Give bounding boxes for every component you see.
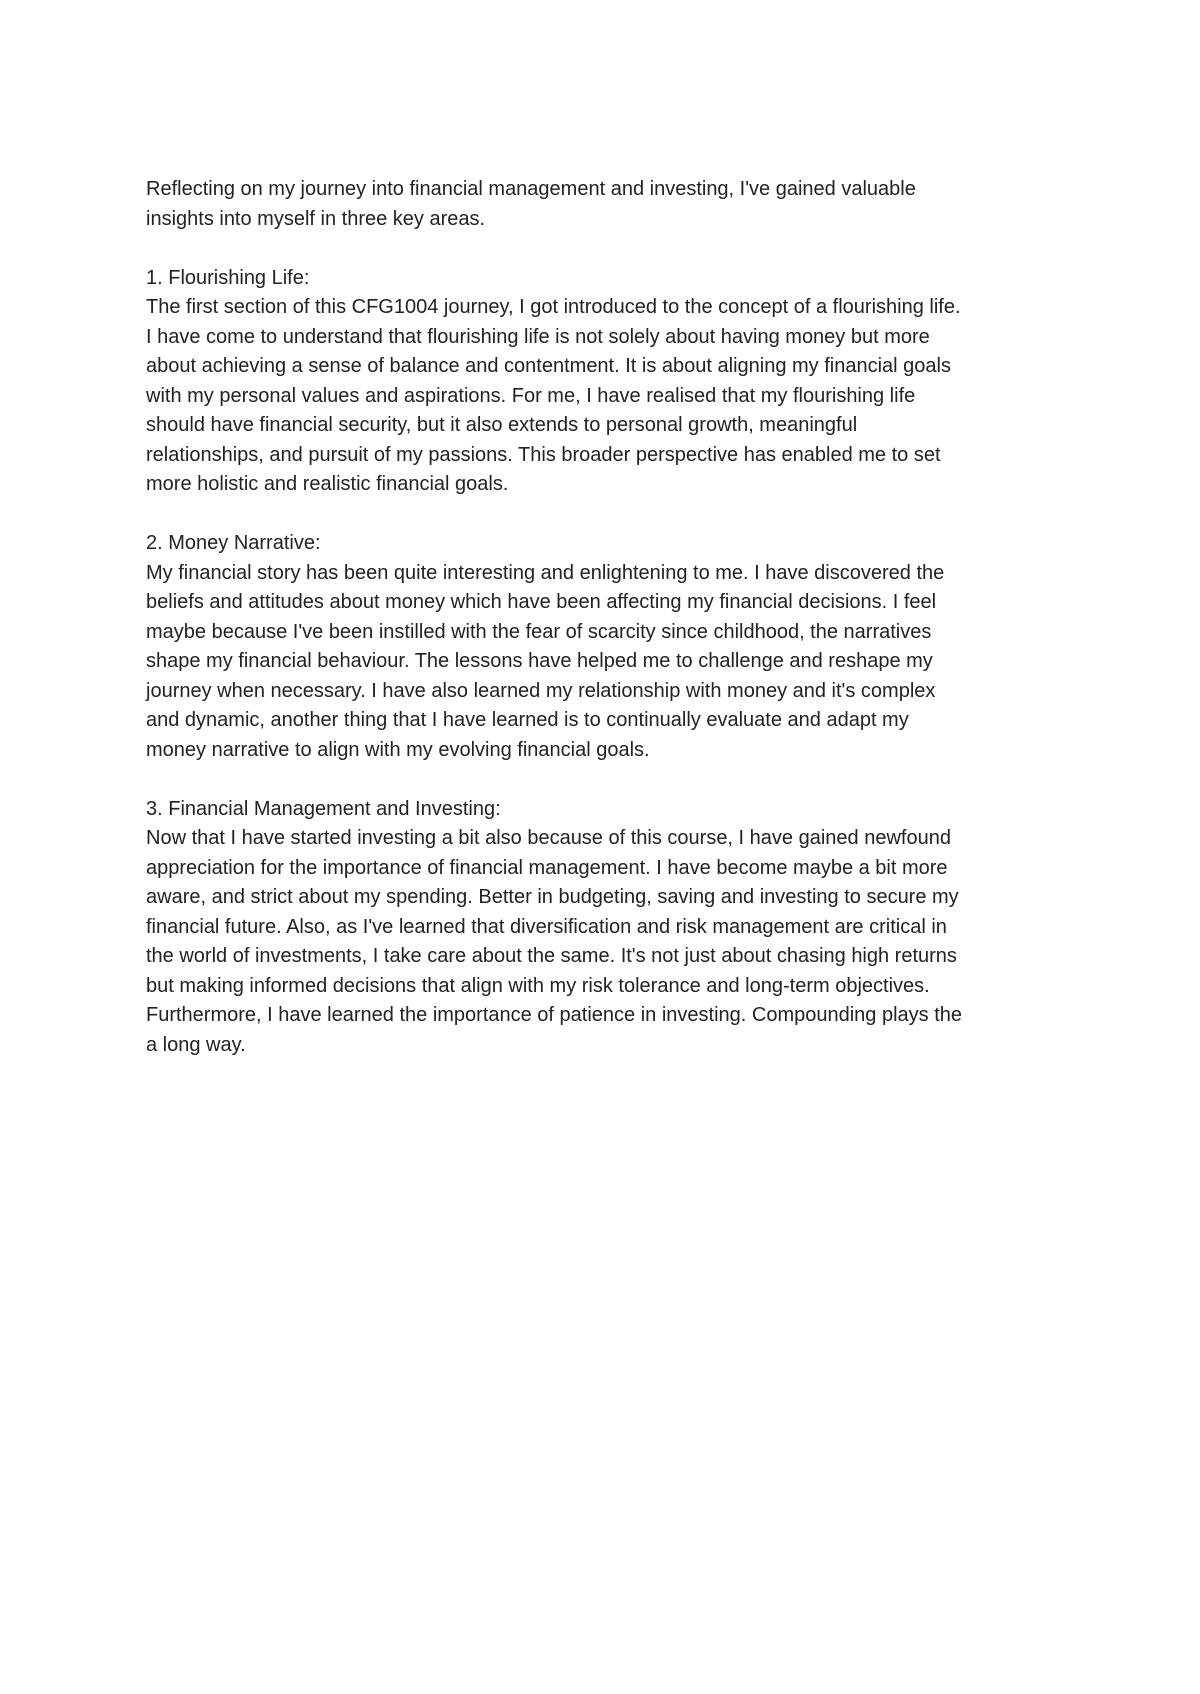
text-line: more holistic and realistic financial goals. — [146, 473, 509, 495]
section-heading: 3. Financial Management and Investing: — [146, 797, 501, 820]
text-line: beliefs and attitudes about money which have been affecting my financial decisions. I feel — [146, 591, 937, 613]
section-heading: 1. Flourishing Life: — [146, 266, 310, 289]
text-line: shape my financial behaviour. The lessons have helped me to challenge and reshape my — [146, 650, 933, 672]
text-line: The first section of this CFG1004 journey, I got introduced to the concept of a flourishing life. — [146, 296, 961, 318]
section-flourishing-life — [146, 264, 1066, 500]
text-line: about achieving a sense of balance and contentment. It is about aligning my financial goals — [146, 355, 951, 377]
paragraph-gap — [146, 765, 1066, 795]
text-line: insights into myself in three key areas. — [146, 207, 486, 230]
text-line: the world of investments, I take care about the same. It's not just about chasing high returns — [146, 945, 957, 967]
section-heading: 2. Money Narrative: — [146, 532, 321, 554]
text-line: with my personal values and aspirations. For me, I have realised that my flourishing life — [146, 384, 916, 407]
text-line: aware, and strict about my spending. Better in budgeting, saving and investing to secure my — [146, 886, 959, 908]
text-line: Now that I have started investing a bit also because of this course, I have gained newfound — [146, 827, 951, 849]
text-line: and dynamic, another thing that I have learned is to continually evaluate and adapt my — [146, 709, 909, 731]
text-line: journey when necessary. I have also learned my relationship with money and it's complex — [146, 679, 936, 702]
text-line: maybe because I've been instilled with the fear of scarcity since childhood, the narratives — [146, 620, 932, 643]
text-line: My financial story has been quite interesting and enlightening to me. I have discovered the — [146, 561, 945, 584]
paragraph-gap — [146, 500, 1066, 530]
section-money-narrative — [146, 529, 1066, 765]
text-line: but making informed decisions that align with my risk tolerance and long-term objectives. — [146, 974, 930, 997]
text-line: should have financial security, but it also extends to personal growth, meaningful — [146, 414, 858, 436]
document-body — [146, 175, 1066, 1060]
text-line: relationships, and pursuit of my passions. This broader perspective has enabled me to set — [146, 443, 941, 466]
text-line: appreciation for the importance of financial management. I have become maybe a bit more — [146, 856, 948, 879]
intro-paragraph — [146, 175, 1066, 234]
text-line: Reflecting on my journey into financial management and investing, I've gained valuable — [146, 178, 916, 200]
text-line: Furthermore, I have learned the importance of patience in investing. Compounding plays the — [146, 1004, 963, 1026]
text-line: money narrative to align with my evolving financial goals. — [146, 738, 650, 761]
text-line: a long way. — [146, 1033, 246, 1056]
section-financial-management — [146, 795, 1066, 1061]
paragraph-gap — [146, 234, 1066, 264]
text-line: financial future. Also, as I've learned that diversification and risk management are critical in — [146, 915, 947, 938]
text-line: I have come to understand that flourishing life is not solely about having money but more — [146, 325, 930, 348]
